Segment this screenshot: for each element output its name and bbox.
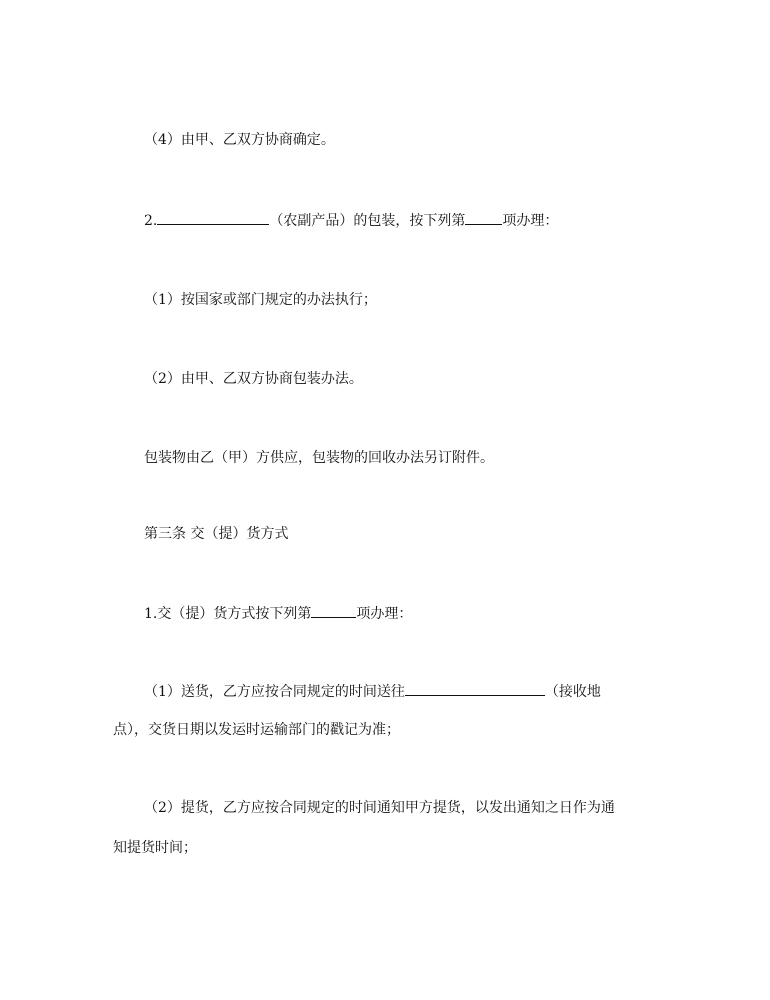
delivery-option-2 <box>144 798 615 818</box>
packaging-supply-note <box>144 448 494 468</box>
delivery-option-1-prefix: （1）送货，乙方应按合同规定的时间送往 <box>144 684 405 700</box>
delivery-option-2-continued-text: 知提货时间； <box>113 840 197 856</box>
product-name-blank[interactable] <box>157 210 269 225</box>
delivery-option-1-continued-text: 点），交货日期以发运时运输部门的戳记为准； <box>113 722 400 738</box>
delivery-option-1 <box>144 681 601 701</box>
delivery-option-2-continued <box>113 838 197 858</box>
delivery-method-prefix: 1.交（提）货方式按下列第 <box>144 606 312 622</box>
delivery-method-clause <box>144 603 412 623</box>
packaging-supply-note-text: 包装物由乙（甲）方供应，包装物的回收办法另订附件。 <box>144 450 494 466</box>
delivery-option-blank[interactable] <box>311 603 356 618</box>
packaging-clause-suffix: 项办理： <box>502 213 559 229</box>
delivery-option-1-suffix: （接收地 <box>544 684 601 700</box>
delivery-method-suffix: 项办理： <box>356 606 413 622</box>
packaging-option-1 <box>144 290 377 310</box>
packaging-clause <box>144 210 558 230</box>
packaging-option-2 <box>144 369 363 389</box>
clause-item-4 <box>144 130 335 150</box>
packaging-option-2-text: （2）由甲、乙双方协商包装办法。 <box>144 371 363 387</box>
packaging-option-blank[interactable] <box>465 210 502 225</box>
article-3-heading <box>144 524 288 544</box>
delivery-option-1-continued <box>113 720 400 740</box>
clause-item-4-text: （4）由甲、乙双方协商确定。 <box>144 132 335 148</box>
delivery-option-2-text: （2）提货，乙方应按合同规定的时间通知甲方提货，以发出通知之日作为通 <box>144 800 615 816</box>
packaging-clause-middle: （农副产品）的包装，按下列第 <box>269 213 466 229</box>
article-3-heading-text: 第三条 交（提）货方式 <box>144 526 289 542</box>
packaging-clause-prefix: 2. <box>144 213 158 229</box>
packaging-option-1-text: （1）按国家或部门规定的办法执行； <box>144 292 377 308</box>
receiving-location-blank[interactable] <box>405 681 545 696</box>
